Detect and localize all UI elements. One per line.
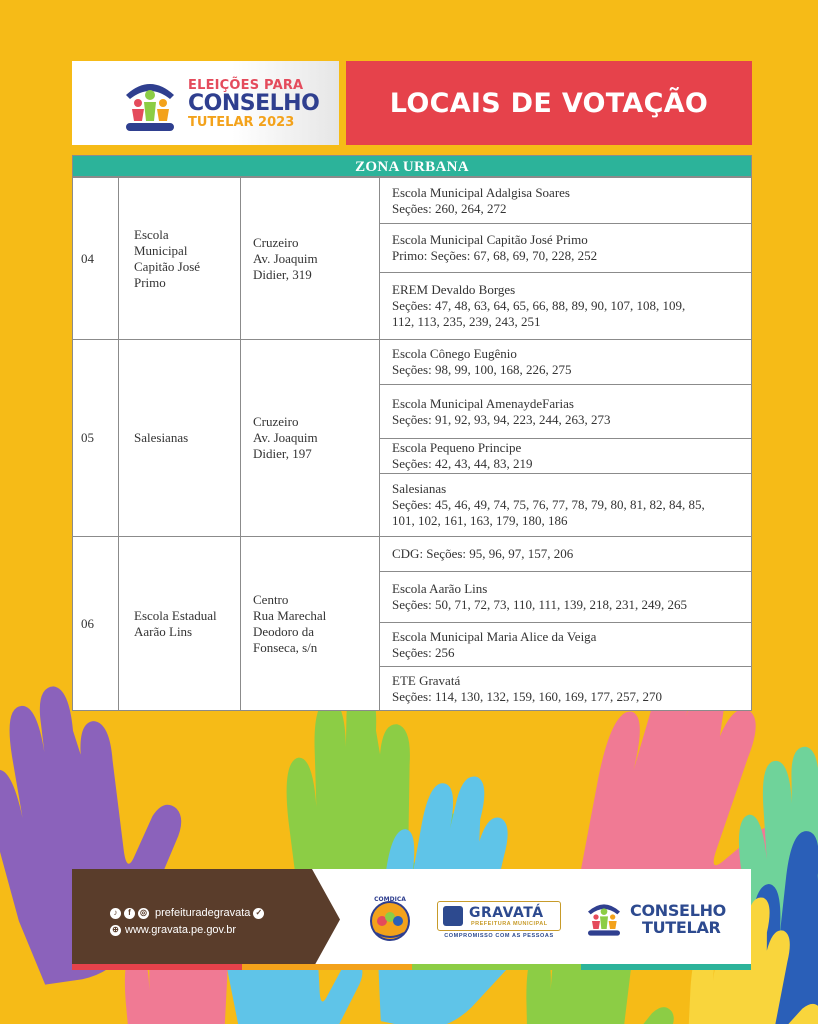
location-number [73,537,119,711]
school-name: Escola Municipal Maria Alice da Veiga [392,628,597,644]
school-name: ETE Gravatá [392,672,461,688]
tiktok-icon[interactable]: ♪ [110,908,121,919]
footer-contact-panel [72,869,340,970]
voting-locations-table [72,155,752,711]
school-entry [380,571,751,622]
location-name [119,340,241,537]
location-number-text: 05 [81,430,94,445]
gravata-subtitle: PREFEITURA MUNICIPAL [471,921,548,927]
location-number-text: 04 [81,250,94,266]
location-number-text: 06 [81,615,94,631]
location-row [73,537,752,711]
school-entry [380,537,751,571]
social-links[interactable] [110,907,264,919]
location-row [73,178,752,340]
school-name: Escola Pequeno Principe [392,440,522,455]
school-name: Salesianas [392,481,447,496]
school-name: Escola Cônego Eugênio [392,346,517,361]
footer-bar [72,869,751,970]
school-sections: Seções: 114, 130, 132, 159, 160, 169, 177, 257, 270 [392,688,662,704]
school-entry [380,340,751,384]
school-sections: Seções: 256 [392,644,455,660]
school-sections: Seções: 45, 46, 49, 74, 75, 76, 77, 78, 79, 80, 81, 82, 84, 85, 101, 102, 161, 163, 179, 180, 186 [392,497,705,528]
location-address [241,178,380,340]
school-entry [380,438,751,473]
school-entry [380,178,751,223]
location-number [73,178,119,340]
school-sections: Seções: 42, 43, 44, 83, 219 [392,456,533,471]
school-entry [380,272,751,339]
location-name [119,537,241,711]
location-name [119,178,241,340]
location-name-text: Escola Estadual Aarão Lins [134,607,217,639]
page-title: LOCAIS DE VOTAÇÃO [389,87,709,119]
locations-grid [72,177,752,711]
ct-line2: TUTELAR [642,917,721,937]
school-list [380,340,752,537]
ct-line1: CONSELHO [630,901,726,920]
location-name-text: Salesianas [134,430,189,445]
school-name: CDG: Seções: 95, 96, 97, 157, 206 [392,546,574,561]
location-address-text: Cruzeiro Av. Joaquim Didier, 197 [253,414,318,461]
social-handle[interactable]: prefeituradegravata [155,907,251,919]
family-emblem-icon-small [584,895,624,939]
conselho-tutelar-logo [584,893,744,943]
location-row [73,340,752,537]
prefeitura-gravata-logo [437,901,561,941]
logo-line3: TUTELAR 2023 [188,115,295,130]
school-name: Escola Aarão Lins [392,581,488,596]
website-link[interactable] [110,924,236,936]
location-name-text: Escola Municipal Capitão José Primo [134,226,201,290]
school-sections: Primo: Seções: 67, 68, 69, 70, 228, 252 [392,248,598,263]
footer-color-stripe [72,964,751,970]
school-sections: Seções: 47, 48, 63, 64, 65, 66, 88, 89, 90, 107, 108, 109, 112, 113, 235, 239, 243, 251 [392,298,686,329]
city-seal-icon [443,906,463,926]
school-name: Escola Municipal Adalgisa Soares [392,184,570,200]
school-entry [380,384,751,438]
school-name: Escola Municipal AmenaydeFarias [392,395,574,411]
website-url[interactable]: www.gravata.pe.gov.br [125,924,237,936]
school-list [380,537,752,711]
school-entry [380,223,751,272]
location-number [73,340,119,537]
comdica-logo [368,893,412,943]
globe-icon: ⊕ [110,925,121,936]
verified-check-icon: ✓ [253,908,264,919]
logo-line2: CONSELHO [188,91,320,116]
school-name: EREM Devaldo Borges [392,282,516,297]
location-address [241,340,380,537]
election-logo [72,61,339,145]
school-entry [380,666,751,710]
instagram-icon[interactable]: ◎ [138,908,149,919]
location-address-text: Centro Rua Marechal Deodoro da Fonseca, s/n [253,591,327,655]
school-list [380,178,752,340]
school-entry [380,622,751,666]
comdica-label: COMDICA [374,896,406,903]
school-entry [380,473,751,536]
facebook-icon[interactable]: f [124,908,135,919]
gravata-name: GRAVATÁ [469,905,544,921]
school-sections: Seções: 91, 92, 93, 94, 223, 244, 263, 273 [392,411,611,427]
zone-label: ZONA URBANA [355,159,469,175]
school-name: Escola Municipal Capitão José Primo [392,232,588,247]
family-emblem-icon [120,71,180,135]
title-banner [346,61,752,145]
gravata-tagline: COMPROMISSO COM AS PESSOAS [444,933,554,939]
school-sections: Seções: 98, 99, 100, 168, 226, 275 [392,362,572,377]
zone-header [72,155,752,177]
location-address [241,537,380,711]
school-sections: Seções: 260, 264, 272 [392,200,507,216]
location-address-text: Cruzeiro Av. Joaquim Didier, 319 [253,234,318,282]
logo-line1: ELEIÇÕES PARA [188,78,304,93]
school-sections: Seções: 50, 71, 72, 73, 110, 111, 139, 218, 231, 249, 265 [392,597,688,612]
